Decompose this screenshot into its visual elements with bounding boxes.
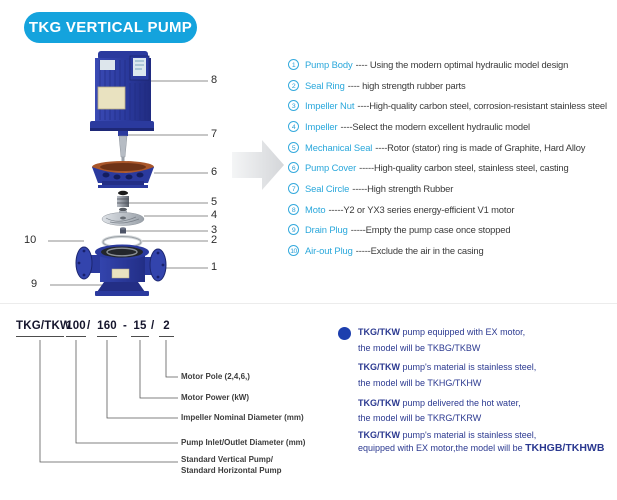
title-banner (24, 12, 197, 43)
part-name: Seal Ring (305, 79, 345, 91)
callout-number-1: 1 (211, 261, 218, 273)
list-item (288, 220, 616, 241)
part-number-badge: 2 (288, 80, 299, 91)
callout-number-8: 8 (211, 74, 218, 86)
model-separator: / (87, 320, 91, 332)
part-desc: -----Empty the pump case once stopped (350, 224, 511, 236)
note-line: TKG/TKW pump delivered the hot water, (358, 398, 521, 408)
page-title: TKG VERTICAL PUMP (28, 19, 193, 36)
callout-number-3: 3 (211, 224, 218, 236)
bullet-dot-icon (338, 327, 351, 340)
part-name: Pump Cover (305, 162, 357, 174)
model-variant-notes (358, 326, 616, 454)
callout-number-10: 10 (24, 234, 37, 246)
part-number-badge: 6 (288, 162, 299, 173)
part-name: Moto (305, 203, 326, 215)
list-item (288, 240, 616, 261)
callout-number-2: 2 (211, 234, 218, 246)
note-line: the model will be TKHG/TKHW (358, 378, 482, 388)
highlight-model-code: TKHGB/TKHWB (525, 442, 605, 454)
model-segment-inlet: 100 (66, 320, 86, 337)
list-item (288, 137, 616, 158)
parts-list (288, 54, 616, 261)
note-line: TKG/TKW pump equipped with EX motor, (358, 327, 526, 337)
part-desc: ----Rotor (stator) ring is made of Graphite, Hard Alloy (375, 141, 586, 153)
part-number-badge: 7 (288, 183, 299, 194)
list-item (288, 54, 616, 75)
pump-body-illustration (76, 245, 166, 297)
model-segment-power: 15 (131, 320, 149, 337)
part-number-badge: 5 (288, 142, 299, 153)
part-desc: -----Y2 or YX3 series energy-efficient V1 motor (328, 203, 515, 215)
callout-number-5: 5 (211, 196, 218, 208)
part-name: Mechanical Seal (305, 141, 373, 153)
callout-number-7: 7 (211, 128, 218, 140)
part-name: Air-out Plug (305, 245, 353, 257)
part-number-badge: 9 (288, 224, 299, 235)
part-name: Impeller Nut (305, 100, 355, 112)
nomenclature-connector-lines (0, 310, 340, 500)
part-desc: -----High-quality carbon steel, stainless steel, casting (359, 162, 569, 174)
impeller-nut-illustration (120, 227, 126, 233)
part-name: Drain Plug (305, 224, 348, 236)
note-line: TKG/TKW pump's material is stainless steel, (358, 362, 537, 372)
nomen-label-impeller-dia: Impeller Nominal Diameter (mm) (181, 413, 304, 422)
model-separator: / (151, 320, 155, 332)
part-number-badge: 1 (288, 59, 299, 70)
nomen-label-motor-pole: Motor Pole (2,4,6,) (181, 372, 250, 381)
part-name: Seal Circle (305, 182, 350, 194)
shaft-illustration (118, 131, 128, 161)
part-number-badge: 3 (288, 100, 299, 111)
list-item (288, 178, 616, 199)
part-number-badge: 8 (288, 204, 299, 215)
list-item (288, 95, 616, 116)
list-item (288, 199, 616, 220)
note-line: TKG/TKW pump's material is stainless steel, (358, 430, 537, 440)
part-name: Pump Body (305, 58, 353, 70)
impeller-illustration (102, 211, 144, 226)
part-desc: ----Select the modern excellent hydraulic model (340, 120, 530, 132)
arrow-right-icon (232, 140, 284, 190)
model-segment-impeller: 160 (97, 320, 117, 337)
list-item (288, 75, 616, 96)
model-segment-pole: 2 (159, 320, 174, 337)
nomen-label-inlet-dia: Pump Inlet/Outlet Diameter (mm) (181, 438, 306, 447)
callout-number-4: 4 (211, 209, 218, 221)
pump-exploded-diagram (18, 45, 293, 300)
part-number-badge: 10 (288, 245, 299, 256)
part-desc: ---- Using the modern optimal hydraulic model design (355, 58, 569, 70)
section-divider (0, 303, 617, 304)
mechanical-seal-illustration (117, 191, 129, 212)
model-separator: - (123, 320, 128, 332)
note-line: equipped with EX motor,the model will be TKHGB/TKHWB (358, 442, 605, 454)
nomen-label-standard-1: Standard Vertical Pump/ (181, 455, 274, 464)
callout-number-6: 6 (211, 166, 218, 178)
list-item (288, 157, 616, 178)
part-name: Impeller (305, 120, 338, 132)
part-desc: -----Exclude the air in the casing (355, 245, 484, 257)
part-desc: ----High-quality carbon steel, corrosion-resistant stainless steel (357, 100, 607, 112)
model-segment-series: TKG/TKW (16, 320, 64, 337)
note-line: the model will be TKRG/TKRW (358, 413, 482, 423)
part-number-badge: 4 (288, 121, 299, 132)
list-item (288, 116, 616, 137)
part-desc: -----High strength Rubber (352, 182, 454, 194)
nomen-label-motor-power: Motor Power (kW) (181, 393, 249, 402)
note-line: the model will be TKBG/TKBW (358, 343, 481, 353)
nomen-label-standard-2: Standard Horizontal Pump (181, 466, 282, 475)
pump-cover-illustration (92, 161, 154, 188)
motor-illustration (90, 51, 154, 131)
callout-number-9: 9 (31, 278, 38, 290)
part-desc: ---- high strength rubber parts (347, 79, 466, 91)
